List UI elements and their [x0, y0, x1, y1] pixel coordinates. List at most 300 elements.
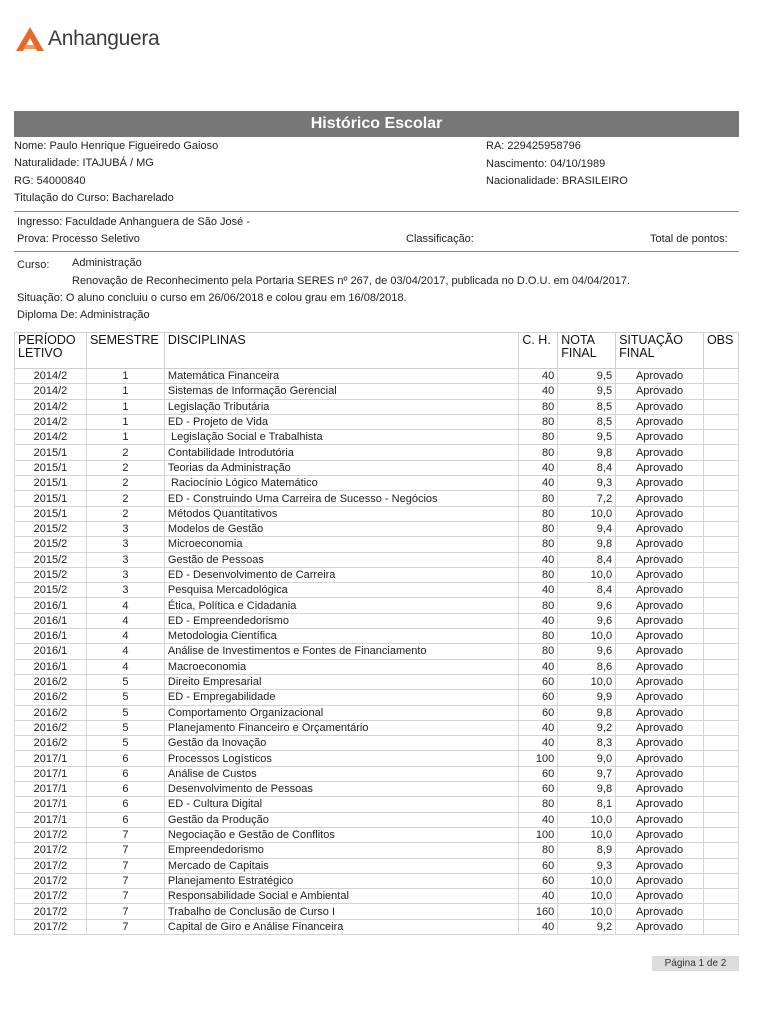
situacao-cell: Aprovado [616, 629, 704, 644]
ch-cell: 80 [519, 506, 558, 521]
obs-cell [703, 904, 738, 919]
obs-cell [703, 384, 738, 399]
obs-cell [703, 598, 738, 613]
ch-cell: 80 [519, 445, 558, 460]
obs-cell [703, 766, 738, 781]
obs-cell [703, 537, 738, 552]
disciplina-cell: Trabalho de Conclusão de Curso I [164, 904, 518, 919]
periodo-cell: 2015/2 [15, 583, 87, 598]
disciplina-cell: Raciocínio Lógico Matemático [164, 476, 518, 491]
nota-cell: 10,0 [558, 567, 616, 582]
table-row [15, 858, 739, 873]
periodo-cell: 2016/1 [15, 598, 87, 613]
disciplina-cell: Legislação Tributária [164, 399, 518, 414]
ch-cell: 160 [519, 904, 558, 919]
classificacao-label: Classificação: [406, 233, 474, 245]
situacao-cell: Aprovado [616, 445, 704, 460]
ch-cell: 40 [519, 919, 558, 934]
periodo-cell: 2014/2 [15, 399, 87, 414]
student-naturalidade: Naturalidade: ITAJUBÁ / MG [14, 157, 154, 169]
periodo-cell: 2014/2 [15, 369, 87, 384]
col-header-situacao: SITUAÇÃO FINAL [616, 333, 704, 369]
semestre-cell: 6 [86, 751, 164, 766]
situacao-cell: Aprovado [616, 506, 704, 521]
nota-cell: 7,2 [558, 491, 616, 506]
obs-cell [703, 812, 738, 827]
situacao-cell: Aprovado [616, 369, 704, 384]
nota-cell: 9,2 [558, 720, 616, 735]
table-row [15, 399, 739, 414]
semestre-cell: 6 [86, 797, 164, 812]
table-row [15, 369, 739, 384]
obs-cell [703, 613, 738, 628]
semestre-cell: 3 [86, 567, 164, 582]
diploma-text: Diploma De: Administração [17, 309, 150, 321]
ch-cell: 80 [519, 491, 558, 506]
semestre-cell: 2 [86, 445, 164, 460]
semestre-cell: 2 [86, 506, 164, 521]
situacao-cell: Aprovado [616, 583, 704, 598]
nota-cell: 8,5 [558, 399, 616, 414]
disciplina-cell: Sistemas de Informação Gerencial [164, 384, 518, 399]
table-row [15, 751, 739, 766]
situacao-cell: Aprovado [616, 751, 704, 766]
semestre-cell: 1 [86, 369, 164, 384]
nota-cell: 10,0 [558, 506, 616, 521]
periodo-cell: 2017/1 [15, 766, 87, 781]
situacao-cell: Aprovado [616, 843, 704, 858]
disciplina-cell: Desenvolvimento de Pessoas [164, 782, 518, 797]
ch-cell: 40 [519, 736, 558, 751]
semestre-cell: 1 [86, 430, 164, 445]
table-row [15, 506, 739, 521]
obs-cell [703, 674, 738, 689]
disciplina-cell: Contabilidade Introdutória [164, 445, 518, 460]
nota-cell: 8,1 [558, 797, 616, 812]
periodo-cell: 2016/1 [15, 613, 87, 628]
periodo-cell: 2014/2 [15, 384, 87, 399]
disciplina-cell: Métodos Quantitativos [164, 506, 518, 521]
ch-cell: 40 [519, 476, 558, 491]
periodo-cell: 2017/2 [15, 873, 87, 888]
situacao-cell: Aprovado [616, 674, 704, 689]
disciplina-cell: Planejamento Financeiro e Orçamentário [164, 720, 518, 735]
obs-cell [703, 797, 738, 812]
situacao-cell: Aprovado [616, 827, 704, 842]
logo-text: Anhanguera [48, 27, 160, 50]
disciplina-cell: Análise de Custos [164, 766, 518, 781]
nota-cell: 8,3 [558, 736, 616, 751]
periodo-cell: 2015/1 [15, 506, 87, 521]
ch-cell: 60 [519, 705, 558, 720]
table-row [15, 674, 739, 689]
nota-cell: 9,5 [558, 384, 616, 399]
periodo-cell: 2017/2 [15, 904, 87, 919]
semestre-cell: 7 [86, 843, 164, 858]
semestre-cell: 7 [86, 873, 164, 888]
ch-cell: 40 [519, 812, 558, 827]
semestre-cell: 5 [86, 674, 164, 689]
nota-cell: 10,0 [558, 904, 616, 919]
situacao-cell: Aprovado [616, 460, 704, 475]
page-title: Histórico Escolar [14, 111, 739, 137]
disciplina-cell: Gestão de Pessoas [164, 552, 518, 567]
nota-cell: 8,6 [558, 659, 616, 674]
disciplina-cell: Macroeconomia [164, 659, 518, 674]
disciplina-cell: ED - Desenvolvimento de Carreira [164, 567, 518, 582]
disciplina-cell: Negociação e Gestão de Conflitos [164, 827, 518, 842]
col-header-periodo: PERÍODO LETIVO [15, 333, 87, 369]
table-row [15, 873, 739, 888]
table-row [15, 889, 739, 904]
ch-cell: 60 [519, 873, 558, 888]
table-row [15, 797, 739, 812]
situacao-cell: Aprovado [616, 644, 704, 659]
curso-label: Curso: [17, 259, 50, 271]
situacao-cell: Aprovado [616, 705, 704, 720]
table-row [15, 567, 739, 582]
nota-cell: 9,5 [558, 430, 616, 445]
obs-cell [703, 399, 738, 414]
semestre-cell: 1 [86, 414, 164, 429]
ch-cell: 60 [519, 766, 558, 781]
semestre-cell: 6 [86, 812, 164, 827]
nota-cell: 10,0 [558, 873, 616, 888]
situacao-cell: Aprovado [616, 736, 704, 751]
ch-cell: 80 [519, 414, 558, 429]
periodo-cell: 2016/2 [15, 720, 87, 735]
ch-cell: 60 [519, 782, 558, 797]
renovacao-text: Renovação de Reconhecimento pela Portaria SERES nº 267, de 03/04/2017, publicada no D.O.U. em 04/04/2017. [72, 275, 631, 287]
situacao-cell: Aprovado [616, 858, 704, 873]
semestre-cell: 6 [86, 766, 164, 781]
student-nascimento: Nascimento: 04/10/1989 [486, 158, 606, 170]
nota-cell: 9,6 [558, 613, 616, 628]
table-row [15, 521, 739, 536]
situacao-cell: Aprovado [616, 613, 704, 628]
nota-cell: 8,5 [558, 414, 616, 429]
table-row [15, 644, 739, 659]
ch-cell: 40 [519, 613, 558, 628]
disciplina-cell: Matemática Financeira [164, 369, 518, 384]
nota-cell: 8,4 [558, 552, 616, 567]
disciplina-cell: Responsabilidade Social e Ambiental [164, 889, 518, 904]
semestre-cell: 2 [86, 476, 164, 491]
table-row [15, 476, 739, 491]
nota-cell: 10,0 [558, 629, 616, 644]
table-row [15, 720, 739, 735]
periodo-cell: 2015/2 [15, 567, 87, 582]
table-row [15, 827, 739, 842]
ch-cell: 40 [519, 720, 558, 735]
disciplina-cell: ED - Cultura Digital [164, 797, 518, 812]
ch-cell: 60 [519, 674, 558, 689]
situacao-cell: Aprovado [616, 476, 704, 491]
situacao-cell: Aprovado [616, 904, 704, 919]
semestre-cell: 3 [86, 583, 164, 598]
obs-cell [703, 736, 738, 751]
ch-cell: 80 [519, 644, 558, 659]
disciplina-cell: Pesquisa Mercadológica [164, 583, 518, 598]
obs-cell [703, 491, 738, 506]
situacao-cell: Aprovado [616, 552, 704, 567]
table-row [15, 659, 739, 674]
divider [14, 251, 739, 252]
periodo-cell: 2017/1 [15, 812, 87, 827]
obs-cell [703, 644, 738, 659]
curso-value: Administração [72, 257, 142, 269]
table-row [15, 491, 739, 506]
table-row [15, 445, 739, 460]
nota-cell: 10,0 [558, 812, 616, 827]
obs-cell [703, 705, 738, 720]
disciplina-cell: Ética, Política e Cidadania [164, 598, 518, 613]
semestre-cell: 3 [86, 537, 164, 552]
semestre-cell: 6 [86, 782, 164, 797]
course-titulacao: Titulação do Curso: Bacharelado [14, 192, 174, 204]
col-header-obs: OBS [703, 333, 738, 369]
disciplina-cell: Mercado de Capitais [164, 858, 518, 873]
semestre-cell: 5 [86, 736, 164, 751]
nota-cell: 9,2 [558, 919, 616, 934]
nota-cell: 10,0 [558, 889, 616, 904]
semestre-cell: 4 [86, 644, 164, 659]
obs-cell [703, 659, 738, 674]
table-row [15, 629, 739, 644]
periodo-cell: 2014/2 [15, 414, 87, 429]
table-row [15, 736, 739, 751]
ch-cell: 40 [519, 384, 558, 399]
nota-cell: 9,6 [558, 644, 616, 659]
ch-cell: 80 [519, 399, 558, 414]
nota-cell: 9,8 [558, 705, 616, 720]
periodo-cell: 2016/2 [15, 736, 87, 751]
periodo-cell: 2015/2 [15, 521, 87, 536]
periodo-cell: 2017/2 [15, 827, 87, 842]
disciplina-cell: Microeconomia [164, 537, 518, 552]
obs-cell [703, 567, 738, 582]
disciplina-cell: Modelos de Gestão [164, 521, 518, 536]
semestre-cell: 3 [86, 521, 164, 536]
nota-cell: 9,3 [558, 858, 616, 873]
obs-cell [703, 843, 738, 858]
nota-cell: 9,5 [558, 369, 616, 384]
periodo-cell: 2017/1 [15, 751, 87, 766]
semestre-cell: 4 [86, 598, 164, 613]
disciplina-cell: Análise de Investimentos e Fontes de Financiamento [164, 644, 518, 659]
disciplina-cell: ED - Empreendedorismo [164, 613, 518, 628]
situacao-cell: Aprovado [616, 766, 704, 781]
obs-cell [703, 751, 738, 766]
periodo-cell: 2014/2 [15, 430, 87, 445]
disciplina-cell: Comportamento Organizacional [164, 705, 518, 720]
obs-cell [703, 889, 738, 904]
ch-cell: 40 [519, 889, 558, 904]
table-row [15, 812, 739, 827]
semestre-cell: 5 [86, 705, 164, 720]
obs-cell [703, 414, 738, 429]
disciplina-cell: Processos Logísticos [164, 751, 518, 766]
nota-cell: 9,8 [558, 445, 616, 460]
situacao-cell: Aprovado [616, 873, 704, 888]
disciplina-cell: Metodologia Científica [164, 629, 518, 644]
disciplina-cell: Gestão da Inovação [164, 736, 518, 751]
divider [14, 211, 739, 212]
nota-cell: 9,8 [558, 537, 616, 552]
ch-cell: 80 [519, 797, 558, 812]
situacao-cell: Aprovado [616, 399, 704, 414]
ch-cell: 80 [519, 521, 558, 536]
nota-cell: 9,4 [558, 521, 616, 536]
periodo-cell: 2016/1 [15, 629, 87, 644]
nota-cell: 10,0 [558, 827, 616, 842]
situacao-cell: Aprovado [616, 430, 704, 445]
ch-cell: 80 [519, 843, 558, 858]
student-nacionalidade: Nacionalidade: BRASILEIRO [486, 175, 628, 187]
semestre-cell: 2 [86, 460, 164, 475]
periodo-cell: 2017/1 [15, 797, 87, 812]
table-row [15, 552, 739, 567]
obs-cell [703, 827, 738, 842]
situacao-cell: Aprovado [616, 537, 704, 552]
periodo-cell: 2016/2 [15, 674, 87, 689]
semestre-cell: 3 [86, 552, 164, 567]
situacao-cell: Aprovado [616, 889, 704, 904]
ch-cell: 80 [519, 537, 558, 552]
periodo-cell: 2015/1 [15, 491, 87, 506]
situacao-cell: Aprovado [616, 812, 704, 827]
periodo-cell: 2017/2 [15, 858, 87, 873]
table-row [15, 705, 739, 720]
disciplina-cell: ED - Construindo Uma Carreira de Sucesso - Negócios [164, 491, 518, 506]
col-header-disciplinas: DISCIPLINAS [164, 333, 518, 369]
semestre-cell: 4 [86, 629, 164, 644]
ch-cell: 40 [519, 552, 558, 567]
disciplina-cell: Legislação Social e Trabalhista [164, 430, 518, 445]
situacao-cell: Aprovado [616, 521, 704, 536]
ch-cell: 40 [519, 460, 558, 475]
situacao-cell: Aprovado [616, 567, 704, 582]
table-row [15, 414, 739, 429]
nota-cell: 9,0 [558, 751, 616, 766]
page-number: Página 1 de 2 [652, 956, 739, 971]
table-row [15, 690, 739, 705]
semestre-cell: 7 [86, 827, 164, 842]
ch-cell: 60 [519, 690, 558, 705]
situacao-cell: Aprovado [616, 598, 704, 613]
disciplina-cell: Direito Empresarial [164, 674, 518, 689]
disciplina-cell: ED - Projeto de Vida [164, 414, 518, 429]
obs-cell [703, 521, 738, 536]
situacao-cell: Aprovado [616, 720, 704, 735]
obs-cell [703, 506, 738, 521]
periodo-cell: 2017/2 [15, 889, 87, 904]
situacao-text: Situação: O aluno concluiu o curso em 26/06/2018 e colou grau em 16/08/2018. [17, 292, 407, 304]
periodo-cell: 2015/2 [15, 537, 87, 552]
periodo-cell: 2017/2 [15, 843, 87, 858]
ch-cell: 40 [519, 369, 558, 384]
student-rg: RG: 54000840 [14, 175, 86, 187]
nota-cell: 9,7 [558, 766, 616, 781]
obs-cell [703, 873, 738, 888]
periodo-cell: 2015/1 [15, 476, 87, 491]
col-header-nota: NOTA FINAL [558, 333, 616, 369]
table-row [15, 384, 739, 399]
situacao-cell: Aprovado [616, 690, 704, 705]
situacao-cell: Aprovado [616, 919, 704, 934]
obs-cell [703, 782, 738, 797]
semestre-cell: 4 [86, 613, 164, 628]
periodo-cell: 2017/2 [15, 919, 87, 934]
col-header-ch: C. H. [519, 333, 558, 369]
periodo-cell: 2015/1 [15, 445, 87, 460]
nota-cell: 8,4 [558, 460, 616, 475]
ch-cell: 80 [519, 598, 558, 613]
ch-cell: 60 [519, 858, 558, 873]
semestre-cell: 1 [86, 384, 164, 399]
semestre-cell: 7 [86, 858, 164, 873]
disciplina-cell: Gestão da Produção [164, 812, 518, 827]
periodo-cell: 2016/2 [15, 690, 87, 705]
table-row [15, 598, 739, 613]
obs-cell [703, 552, 738, 567]
disciplina-cell: Planejamento Estratégico [164, 873, 518, 888]
disciplina-cell: Empreendedorismo [164, 843, 518, 858]
nota-cell: 8,4 [558, 583, 616, 598]
semestre-cell: 5 [86, 720, 164, 735]
ch-cell: 100 [519, 751, 558, 766]
anhanguera-logo [15, 26, 159, 52]
situacao-cell: Aprovado [616, 782, 704, 797]
table-row [15, 843, 739, 858]
ch-cell: 80 [519, 629, 558, 644]
table-row [15, 613, 739, 628]
obs-cell [703, 476, 738, 491]
periodo-cell: 2017/1 [15, 782, 87, 797]
student-name: Nome: Paulo Henrique Figueiredo Gaioso [14, 140, 219, 152]
semestre-cell: 7 [86, 904, 164, 919]
nota-cell: 9,8 [558, 782, 616, 797]
table-row [15, 537, 739, 552]
obs-cell [703, 629, 738, 644]
periodo-cell: 2016/2 [15, 705, 87, 720]
semestre-cell: 2 [86, 491, 164, 506]
obs-cell [703, 460, 738, 475]
disciplina-cell: ED - Empregabilidade [164, 690, 518, 705]
student-ra: RA: 229425958796 [486, 140, 581, 152]
nota-cell: 10,0 [558, 674, 616, 689]
obs-cell [703, 919, 738, 934]
semestre-cell: 5 [86, 690, 164, 705]
ingresso-info: Ingresso: Faculdade Anhanguera de São José - [17, 216, 250, 228]
table-row [15, 904, 739, 919]
semestre-cell: 7 [86, 919, 164, 934]
periodo-cell: 2016/1 [15, 659, 87, 674]
ch-cell: 40 [519, 659, 558, 674]
semestre-cell: 1 [86, 399, 164, 414]
periodo-cell: 2016/1 [15, 644, 87, 659]
situacao-cell: Aprovado [616, 797, 704, 812]
ch-cell: 100 [519, 827, 558, 842]
total-pontos-label: Total de pontos: [650, 233, 728, 245]
table-row [15, 766, 739, 781]
semestre-cell: 7 [86, 889, 164, 904]
table-row [15, 583, 739, 598]
grades-table [14, 332, 739, 935]
obs-cell [703, 720, 738, 735]
nota-cell: 8,9 [558, 843, 616, 858]
periodo-cell: 2015/2 [15, 552, 87, 567]
